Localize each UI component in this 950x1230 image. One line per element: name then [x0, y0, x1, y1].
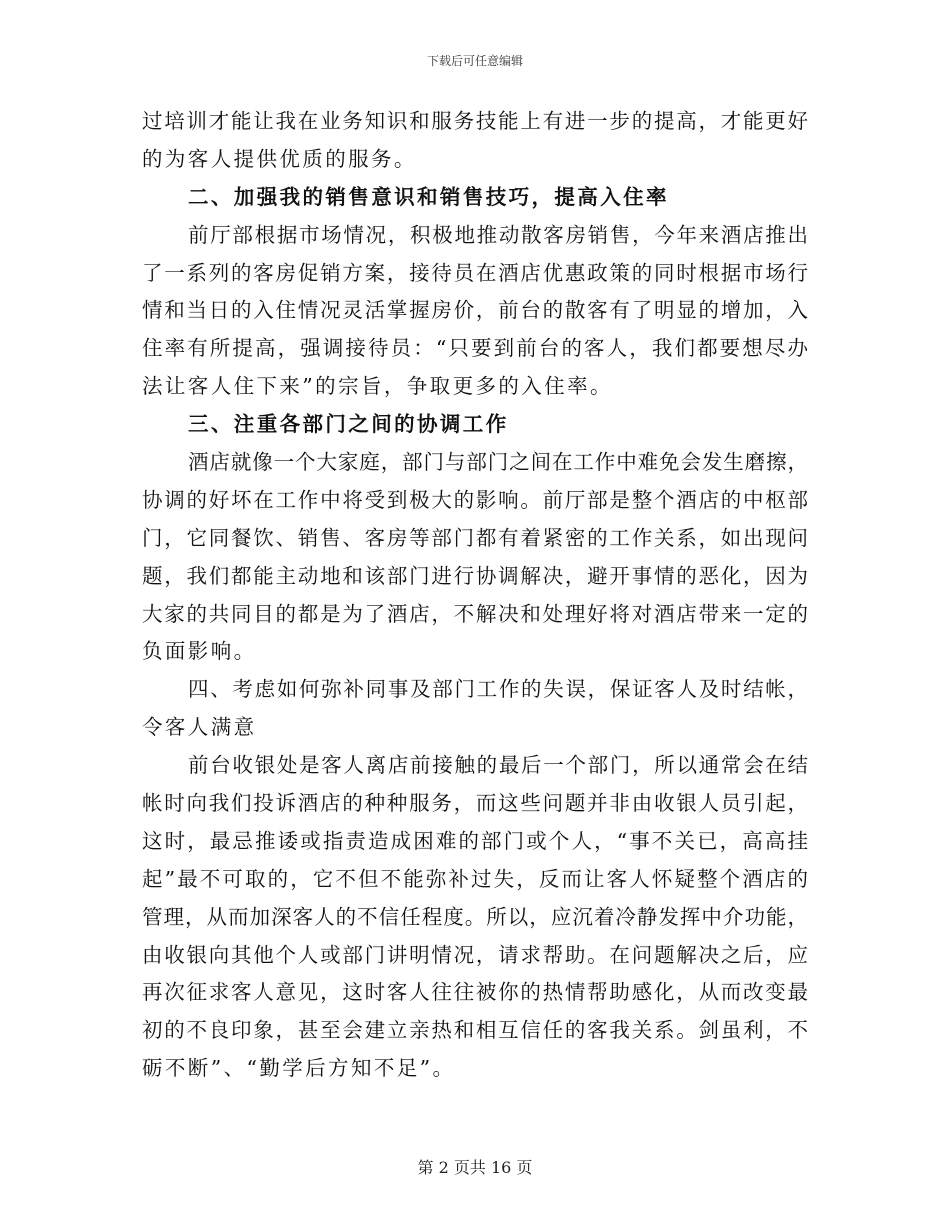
body-text-line: 这时，最忌推诿或指责造成困难的部门或个人，“事不关已，高高挂	[142, 828, 808, 853]
body-text-line: 协调的好坏在工作中将受到极大的影响。前厅部是整个酒店的中枢部	[142, 487, 808, 512]
body-text-line: 砺不断”、“勤学后方知不足”。	[142, 1056, 456, 1081]
body-text-line: 由收银向其他个人或部门讲明情况，请求帮助。在问题解决之后，应	[142, 942, 808, 967]
body-text-line: 前台收银处是客人离店前接触的最后一个部门，所以通常会在结	[188, 753, 808, 778]
body-text-line: 帐时向我们投诉酒店的种种服务，而这些问题并非由收银人员引起，	[142, 791, 808, 816]
section-heading-line: 三、注重各部门之间的协调工作	[188, 412, 509, 437]
body-text-line: 四、考虑如何弥补同事及部门工作的失误，保证客人及时结帐，	[188, 677, 808, 702]
body-text-line: 酒店就像一个大家庭，部门与部门之间在工作中难免会发生磨擦，	[188, 450, 808, 475]
page-header: 下载后可任意编辑	[426, 54, 523, 68]
body-text-line: 门，它同餐饮、销售、客房等部门都有着紧密的工作关系，如出现问	[142, 525, 808, 550]
body-text-line: 前厅部根据市场情况，积极地推动散客房销售，今年来酒店推出	[188, 222, 808, 247]
body-text-line: 情和当日的入住情况灵活掌握房价，前台的散客有了明显的增加，入	[142, 298, 808, 323]
body-text-line: 负面影响。	[142, 639, 257, 664]
body-text-line: 再次征求客人意见，这时客人往往被你的热情帮助感化，从而改变最	[142, 980, 808, 1005]
body-text-line: 令客人满意	[142, 715, 257, 740]
body-text-line: 法让客人住下来”的宗旨，争取更多的入住率。	[142, 374, 613, 399]
body-text-line: 起”最不可取的，它不但不能弥补过失，反而让客人怀疑整个酒店的	[142, 866, 808, 891]
body-text-line: 大家的共同目的都是为了酒店，不解决和处理好将对酒店带来一定的	[142, 601, 808, 626]
body-text-line: 了一系列的客房促销方案，接待员在酒店优惠政策的同时根据市场行	[142, 260, 808, 285]
body-text-line: 管理，从而加深客人的不信任程度。所以，应沉着冷静发挥中介功能，	[142, 904, 808, 929]
body-text-line: 住率有所提高，强调接待员：“只要到前台的客人，我们都要想尽办	[142, 336, 808, 361]
body-text-line: 题，我们都能主动地和该部门进行协调解决，避开事情的恶化，因为	[142, 563, 808, 588]
body-text-line: 初的不良印象，甚至会建立亲热和相互信任的客我关系。剑虽利，不	[142, 1018, 808, 1043]
page-footer: 第 2 页共 16 页	[417, 1158, 533, 1177]
document-body	[142, 103, 808, 1088]
body-text-line: 过培训才能让我在业务知识和服务技能上有进一步的提高，才能更好	[142, 109, 808, 133]
body-text-line: 的为客人提供优质的服务。	[142, 146, 417, 171]
section-heading-line: 二、加强我的销售意识和销售技巧，提高入住率	[188, 184, 669, 209]
